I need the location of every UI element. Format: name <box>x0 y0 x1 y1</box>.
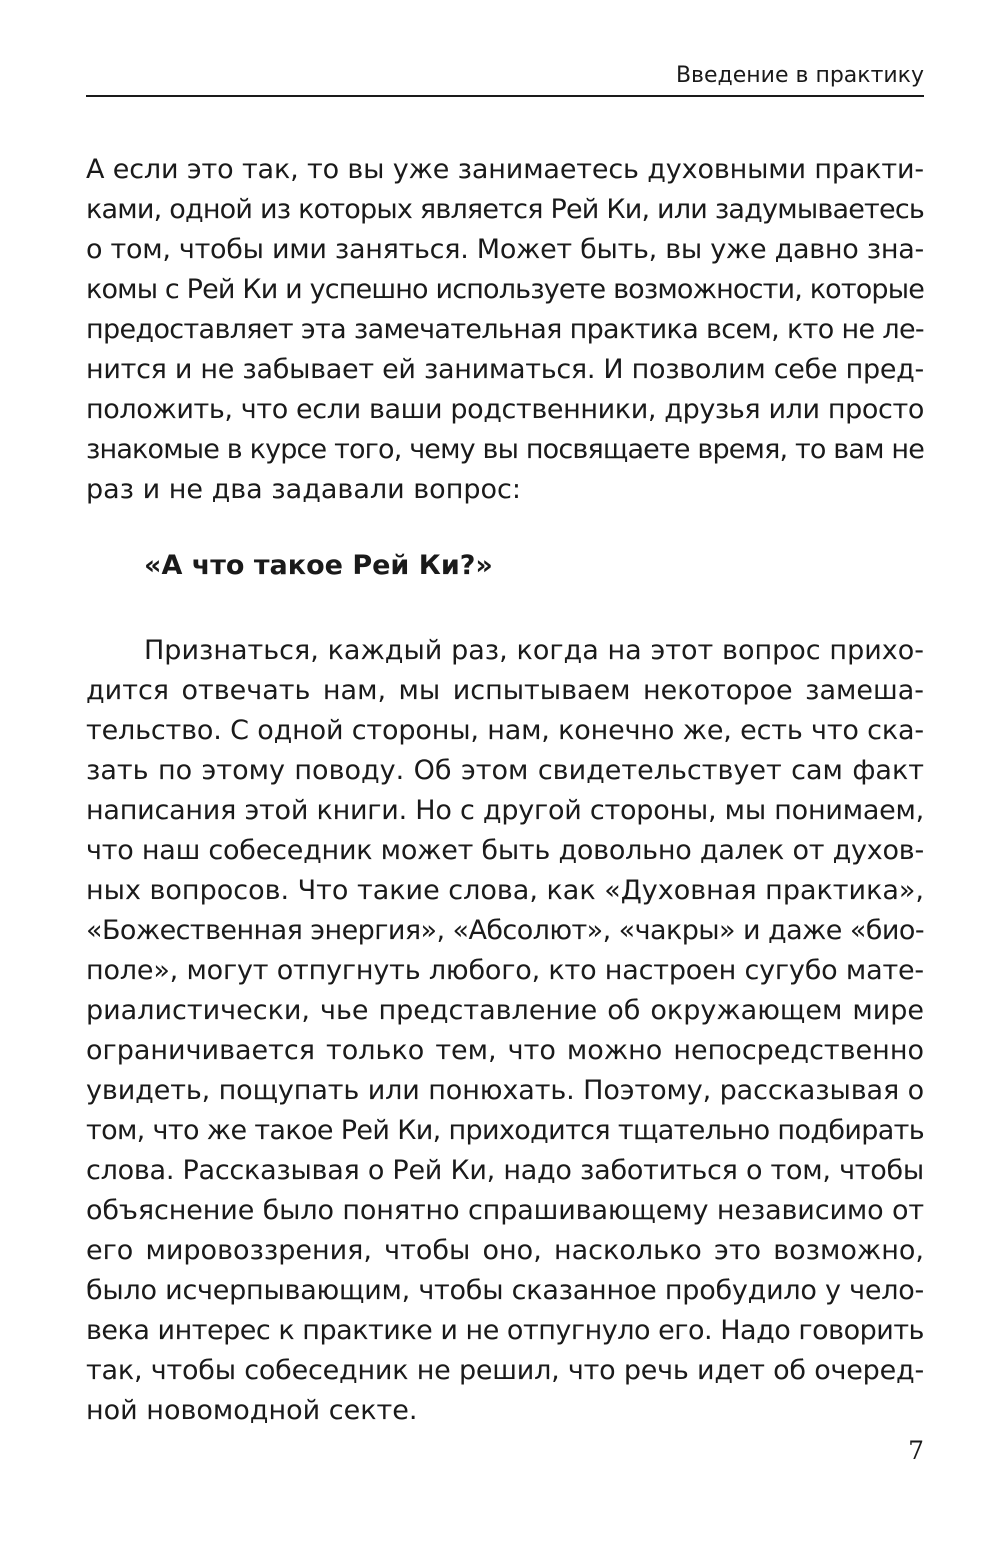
text-line: А если это так, то вы уже занимаетесь духовными практи- <box>86 154 924 185</box>
text-line: положить, что если ваши родственники, друзья или просто <box>86 394 924 425</box>
section-heading: «А что такое Рей Ки?» <box>144 550 493 581</box>
text-line: написания этой книги. Но с другой стороны, мы понимаем, <box>86 795 924 826</box>
text-line: Признаться, каждый раз, когда на этот вопрос прихо- <box>144 635 924 666</box>
text-line: о том, чтобы ими заняться. Может быть, вы уже давно зна- <box>86 234 924 265</box>
text-line: зать по этому поводу. Об этом свидетельствует сам факт <box>86 755 924 786</box>
paragraph-2 <box>86 631 924 1431</box>
text-line: тельство. С одной стороны, нам, конечно же, есть что ска- <box>86 715 924 746</box>
text-line: что наш собеседник может быть довольно далек от духов- <box>86 835 924 866</box>
text-line: поле», могут отпугнуть любого, кто настроен сугубо мате- <box>86 955 924 986</box>
text-line: так, чтобы собеседник не решил, что речь идет об очеред- <box>86 1355 924 1386</box>
text-line: ных вопросов. Что такие слова, как «Духовная практика», <box>86 875 925 906</box>
text-line: увидеть, пощупать или понюхать. Поэтому, рассказывая о <box>86 1075 924 1106</box>
paragraph-1 <box>86 150 924 510</box>
header-rule <box>86 95 924 97</box>
text-line: ограничивается только тем, что можно непосредственно <box>86 1035 924 1066</box>
text-line: знакомые в курсе того, чему вы посвящаете время, то вам не <box>86 434 924 465</box>
text-line: дится отвечать нам, мы испытываем некоторое замеша- <box>86 675 924 706</box>
text-line: его мировоззрения, чтобы оно, насколько это возможно, <box>86 1235 924 1266</box>
text-line: риалистически, чье представление об окружающем мире <box>86 995 924 1026</box>
page-number: 7 <box>908 1436 924 1465</box>
text-line: нится и не забывает ей заниматься. И позволим себе пред- <box>86 354 924 385</box>
text-line: было исчерпывающим, чтобы сказанное пробудило у чело- <box>86 1275 924 1306</box>
text-line: комы с Рей Ки и успешно используете возможности, которые <box>86 274 924 305</box>
running-header: Введение в практику <box>675 63 924 88</box>
text-line: века интерес к практике и не отпугнуло его. Надо говорить <box>86 1315 924 1346</box>
text-line: ной новомодной секте. <box>86 1395 418 1426</box>
text-line: ками, одной из которых является Рей Ки, или задумываетесь <box>86 194 924 225</box>
text-line: том, что же такое Рей Ки, приходится тщательно подбирать <box>86 1115 924 1146</box>
text-line: слова. Рассказывая о Рей Ки, надо заботиться о том, чтобы <box>86 1155 924 1186</box>
text-line: предоставляет эта замечательная практика всем, кто не ле- <box>86 314 924 345</box>
text-line: «Божественная энергия», «Абсолют», «чакры» и даже «био- <box>86 915 924 946</box>
text-line: объяснение было понятно спрашивающему независимо от <box>86 1195 924 1226</box>
text-line: раз и не два задавали вопрос: <box>86 474 521 505</box>
